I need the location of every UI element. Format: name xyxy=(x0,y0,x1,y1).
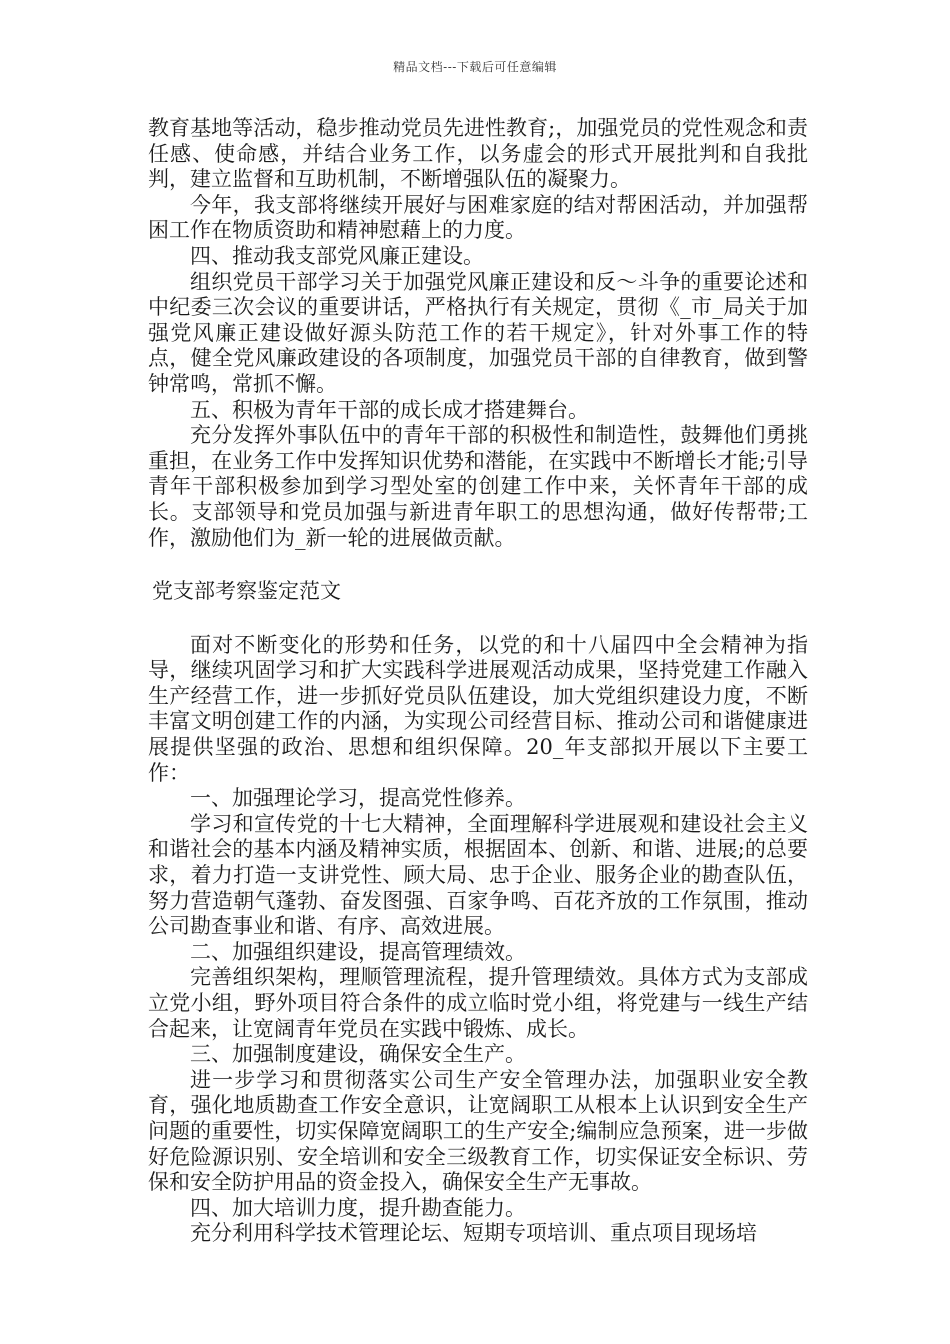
paragraph: 组织党员干部学习关于加强党风廉正建设和反～斗争的重要论述和中纪委三次会议的重要讲话，严格执行有关规定，贯彻《_市_局关于加强党风廉正建设做好源头防范工作的若干规定》，针对外事工作的特点，健全党风廉政建设的各项制度，加强党员干部的自律教育，做到警钟常鸣，常抓不懈。 xyxy=(148,269,808,396)
paragraph: 充分发挥外事队伍中的青年干部的积极性和制造性，鼓舞他们勇挑重担，在业务工作中发挥知识优势和潜能，在实践中不断增长才能;引导青年干部积极参加到学习型处室的创建工作中来，关怀青年干部的成长。支部领导和党员加强与新进青年职工的思想沟通，做好传帮带;工作，激励他们为_新一轮的进展做贡献。 xyxy=(148,423,808,550)
paragraph: 学习和宣传党的十七大精神，全面理解科学进展观和建设社会主义和谐社会的基本内涵及精神实质，根据固本、创新、和谐、进展;的总要求，着力打造一支讲党性、顾大局、忠于企业、服务企业的勘查队伍，努力营造朝气蓬勃、奋发图强、百家争鸣、百花齐放的工作氛围，推动公司勘查事业和谐、有序、高效进展。 xyxy=(148,811,808,939)
section-heading: 二、加强组织建设，提高管理绩效。 xyxy=(190,939,526,964)
page-header-note: 精品文档---下载后可任意编辑 xyxy=(393,60,557,74)
paragraph: 充分利用科学技术管理论坛、短期专项培训、重点项目现场培 xyxy=(190,1221,757,1246)
section-heading: 三、加强制度建设，确保安全生产。 xyxy=(190,1042,526,1067)
paragraph: 今年，我支部将继续开展好与困难家庭的结对帮困活动，并加强帮困工作在物质资助和精神慰藉上的力度。 xyxy=(148,192,808,243)
section-heading: 四、加大培训力度，提升勘查能力。 xyxy=(190,1195,526,1220)
document-title: 党支部考察鉴定范文 xyxy=(152,579,341,604)
paragraph: 面对不断变化的形势和任务，以党的和十八届四中全会精神为指导，继续巩固学习和扩大实践科学进展观活动成果，坚持党建工作融入生产经营工作，进一步抓好党员队伍建设，加大党组织建设力度，不断丰富文明创建工作的内涵，为实现公司经营目标、推动公司和谐健康进展提供坚强的政治、思想和组织保障。20_年支部拟开展以下主要工作： xyxy=(148,632,808,785)
paragraph: 进一步学习和贯彻落实公司生产安全管理办法，加强职业安全教育，强化地质勘查工作安全意识，让宽阔职工从根本上认识到安全生产问题的重要性，切实保障宽阔职工的生产安全;编制应急预案，进一步做好危险源识别、安全培训和安全三级教育工作，切实保证安全标识、劳保和安全防护用品的资金投入，确保安全生产无事故。 xyxy=(148,1067,808,1195)
section-heading: 五、积极为青年干部的成长成才搭建舞台。 xyxy=(190,397,589,422)
document-body xyxy=(148,116,808,1247)
section-heading: 四、推动我支部党风廉正建设。 xyxy=(190,243,484,268)
paragraph: 教育基地等活动，稳步推动党员先进性教育;，加强党员的党性观念和责任感、使命感，并结合业务工作，以务虚会的形式开展批判和自我批判，建立监督和互助机制，不断增强队伍的凝聚力。 xyxy=(148,116,808,192)
paragraph: 完善组织架构，理顺管理流程，提升管理绩效。具体方式为支部成立党小组，野外项目符合条件的成立临时党小组，将党建与一线生产结合起来，让宽阔青年党员在实践中锻炼、成长。 xyxy=(148,965,808,1041)
section-heading: 一、加强理论学习，提高党性修养。 xyxy=(190,786,526,811)
